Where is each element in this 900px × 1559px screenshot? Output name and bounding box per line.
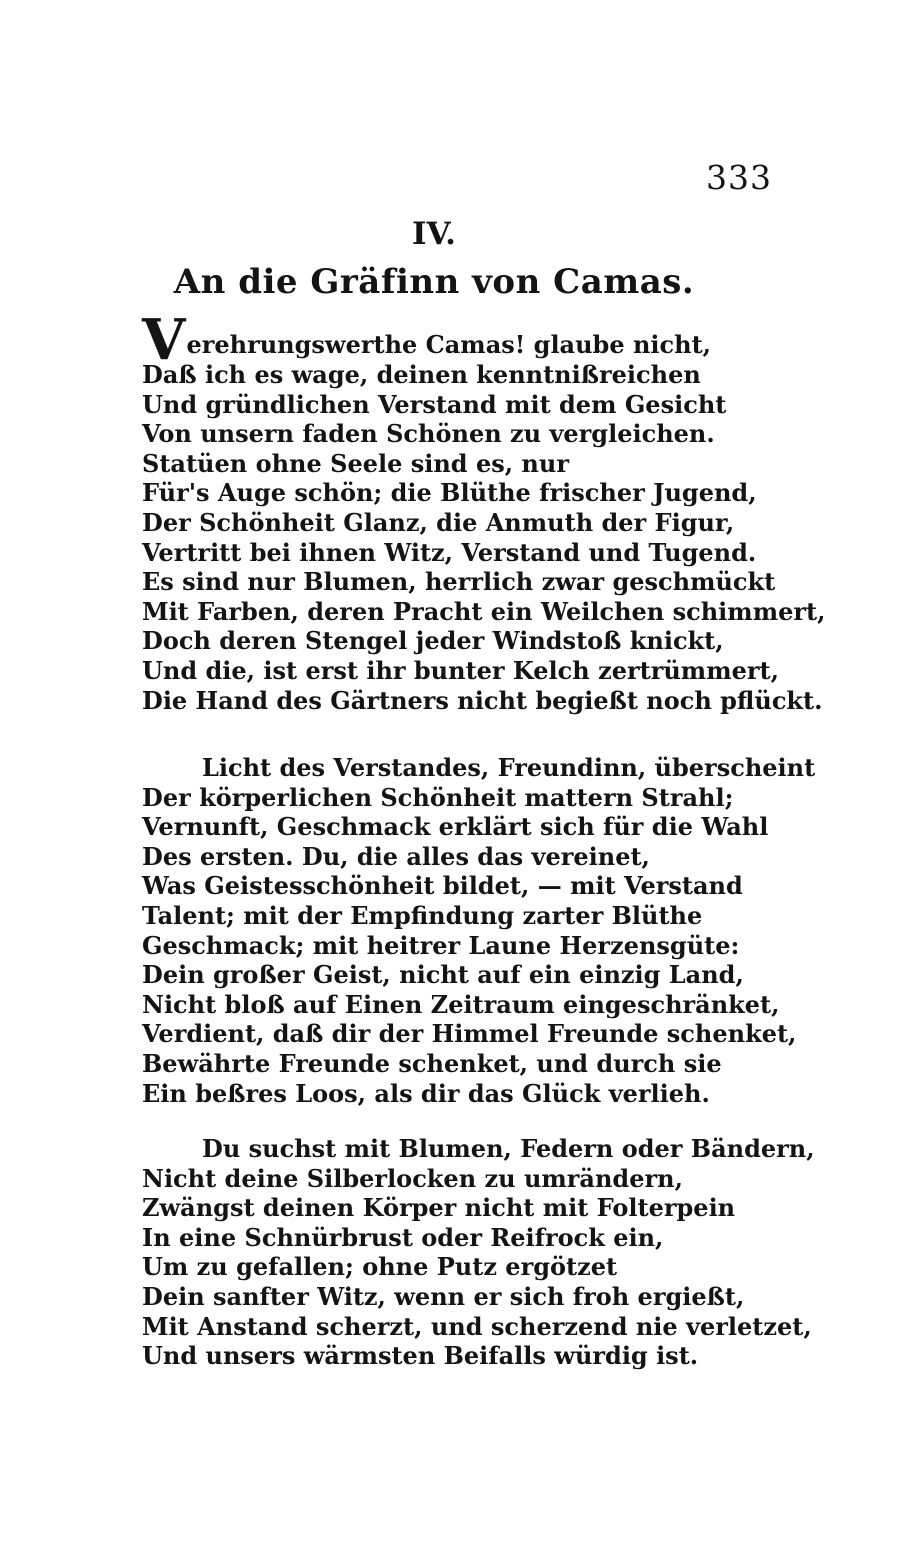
poem-line: Nicht bloß auf Einen Zeitraum eingeschränket,	[142, 989, 780, 1019]
poem-line: Des ersten. Du, die alles das vereinet,	[142, 841, 650, 871]
poem-line: Statüen ohne Seele sind es, nur	[142, 448, 569, 478]
poem-line: Du suchst mit Blumen, Federn oder Bändern,	[202, 1134, 815, 1163]
poem-line: Es sind nur Blumen, herrlich zwar geschmückt	[142, 567, 776, 597]
poem-line: Von unsern faden Schönen zu vergleichen.	[142, 419, 715, 449]
poem-line: Und unsers wärmsten Beifalls würdig ist.	[142, 1341, 699, 1371]
drop-cap: V	[142, 307, 186, 373]
poem-line: Zwängst deinen Körper nicht mit Folterpein	[142, 1193, 736, 1223]
poem-line: Verdient, daß dir der Himmel Freunde schenket,	[142, 1019, 797, 1049]
poem-line: Nicht deine Silberlocken zu umrändern,	[142, 1163, 683, 1193]
poem-title: An die Gräfinn von Camas.	[173, 262, 695, 302]
poem-line: Bewährte Freunde schenket, und durch sie	[142, 1048, 722, 1078]
poem-line: Um zu gefallen; ohne Putz ergötzet	[142, 1252, 618, 1282]
poem-line: Dein großer Geist, nicht auf ein einzig Land,	[142, 960, 744, 990]
poem-line: Die Hand des Gärtners nicht begießt noch pflückt.	[142, 685, 823, 715]
poem-line: Der körperlichen Schönheit mattern Strahl;	[142, 782, 734, 812]
poem-line: Ein beßres Loos, als dir das Glück verlieh.	[142, 1078, 710, 1108]
poem-line: Licht des Verstandes, Freundinn, überscheint	[202, 753, 816, 782]
poem-line: Vernunft, Geschmack erklärt sich für die Wahl	[142, 812, 769, 842]
poem-line: Talent; mit der Empfindung zarter Blüthe	[142, 900, 703, 930]
section-numeral: IV.	[412, 216, 456, 252]
poem-line: Mit Anstand scherzt, und scherzend nie verletzet,	[142, 1311, 812, 1341]
poem-line: Doch deren Stengel jeder Windstoß knickt,	[142, 626, 724, 656]
page-number: 333	[706, 158, 772, 197]
poem-line: Was Geistesschönheit bildet, — mit Verstand	[142, 871, 743, 901]
stanza-1	[142, 307, 826, 715]
stanza-3	[142, 1134, 815, 1371]
poem-line: Für's Auge schön; die Blüthe frischer Jugend,	[142, 478, 757, 508]
poem-line: In eine Schnürbrust oder Reifrock ein,	[142, 1222, 664, 1252]
stanza-2	[142, 753, 816, 1108]
poem-line	[142, 307, 782, 373]
poem-line: Der Schönheit Glanz, die Anmuth der Figur,	[142, 507, 735, 537]
poem-line: Vertritt bei ihnen Witz, Verstand und Tugend.	[142, 537, 757, 567]
poem-line: Mit Farben, deren Pracht ein Weilchen schimmert,	[142, 596, 826, 626]
poem-line: Und die, ist erst ihr bunter Kelch zertrümmert,	[142, 655, 779, 685]
poem-line-text: erehrungswerthe Camas! glaube nicht,	[186, 330, 712, 359]
poem-line: Geschmack; mit heitrer Laune Herzensgüte:	[142, 930, 740, 960]
poem-line: Daß ich es wage, deinen kenntnißreichen	[142, 360, 701, 389]
poem-line: Dein sanfter Witz, wenn er sich froh ergießt,	[142, 1281, 745, 1311]
poem-line: Und gründlichen Verstand mit dem Gesicht	[142, 389, 727, 419]
